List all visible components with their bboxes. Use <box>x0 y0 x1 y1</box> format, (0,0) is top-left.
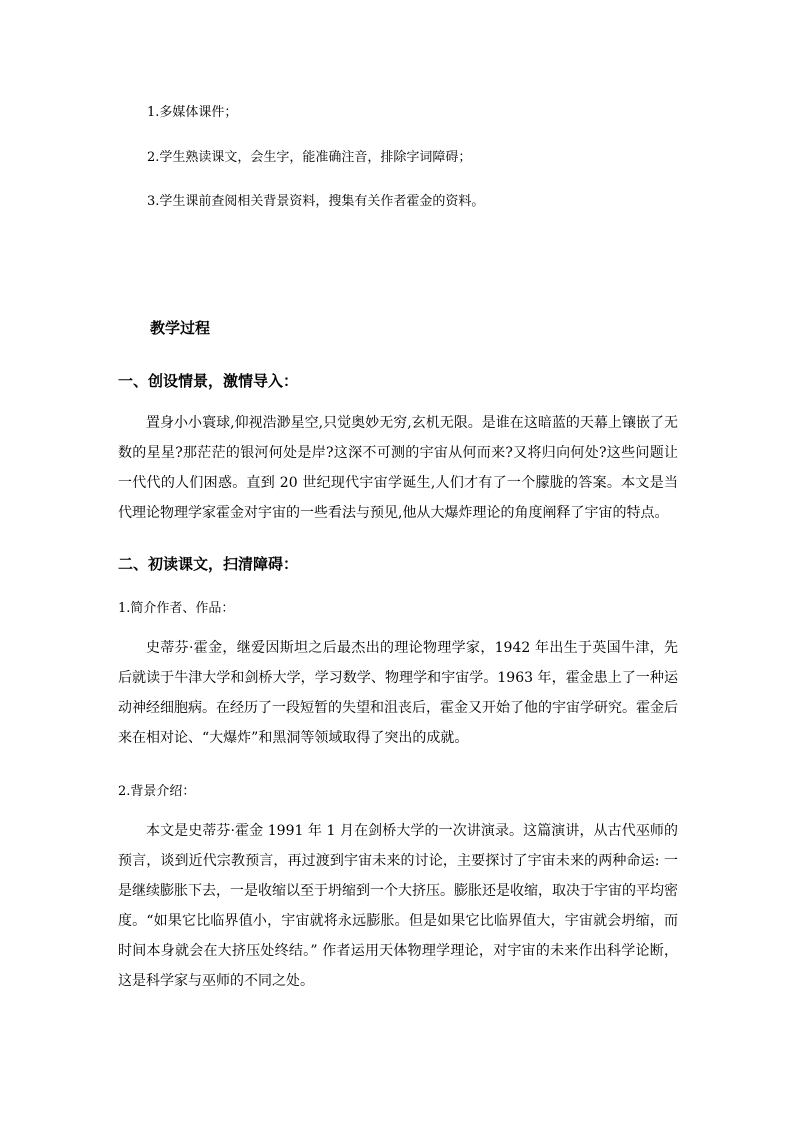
preparation-item-3: 3.学生课前查阅相关背景资料，搜集有关作者霍金的资料。 <box>147 194 485 209</box>
preparation-item-1: 1.多媒体课件； <box>147 105 238 120</box>
intro-paragraph: 置身小小寰球,仰视浩渺星空,只觉奥妙无穷,玄机无限。是谁在这暗蓝的天幕上镶嵌了无数的星星?那茫茫的银河何处是岸?这深不可测的宇宙从何而来?又将归向何处?这些问题让一代代的人们困惑。直到 20 世纪现代宇宙学诞生,人们才有了一个朦胧的答案。本文是当代理论物理学家霍金对宇宙的一些看法与预见,他从大爆炸理论的角度阐释了宇宙的特点。 <box>118 415 678 521</box>
section-heading-1: 一、创设情景，激情导入： <box>118 372 299 390</box>
sub-heading-background: 2.背景介绍： <box>118 784 196 799</box>
section-heading-2: 二、初读课文，扫清障碍： <box>118 555 299 573</box>
lesson-title: 教学过程 <box>150 319 211 337</box>
background-paragraph: 本文是史蒂芬·霍金 1991 年 1 月在剑桥大学的一次讲演录。这篇演讲，从古代巫师的预言，谈到近代宗教预言，再过渡到宇宙未来的讨论，主要探讨了宇宙未来的两种命运: 一是继续膨胀下去，一是收缩以至于坍缩到一个大挤压。膨胀还是收缩，取决于宇宙的平均密度。“如果它比临界值小，宇宙就将永远膨胀。但是如果它比临界值大，宇宙就会坍缩，而时间本身就会在大挤压处终结。” 作者运用天体物理学理论，对宇宙的未来作出科学论断，这是科学家与巫师的不同之处。 <box>118 823 678 989</box>
sub-heading-author: 1.简介作者、作品： <box>118 601 235 616</box>
preparation-item-2: 2.学生熟读课文，会生字，能准确注音，排除字词障碍； <box>147 150 472 165</box>
author-paragraph: 史蒂芬·霍金，继爱因斯坦之后最杰出的理论物理学家，1942 年出生于英国牛津，先后就读于牛津大学和剑桥大学，学习数学、物理学和宇宙学。1963 年，霍金患上了一种运动神经细胞病。在经历了一段短暂的失望和沮丧后，霍金又开始了他的宇宙学研究。霍金后来在相对论、“大爆炸”和黑洞等领域取得了突出的成就。 <box>118 640 678 746</box>
